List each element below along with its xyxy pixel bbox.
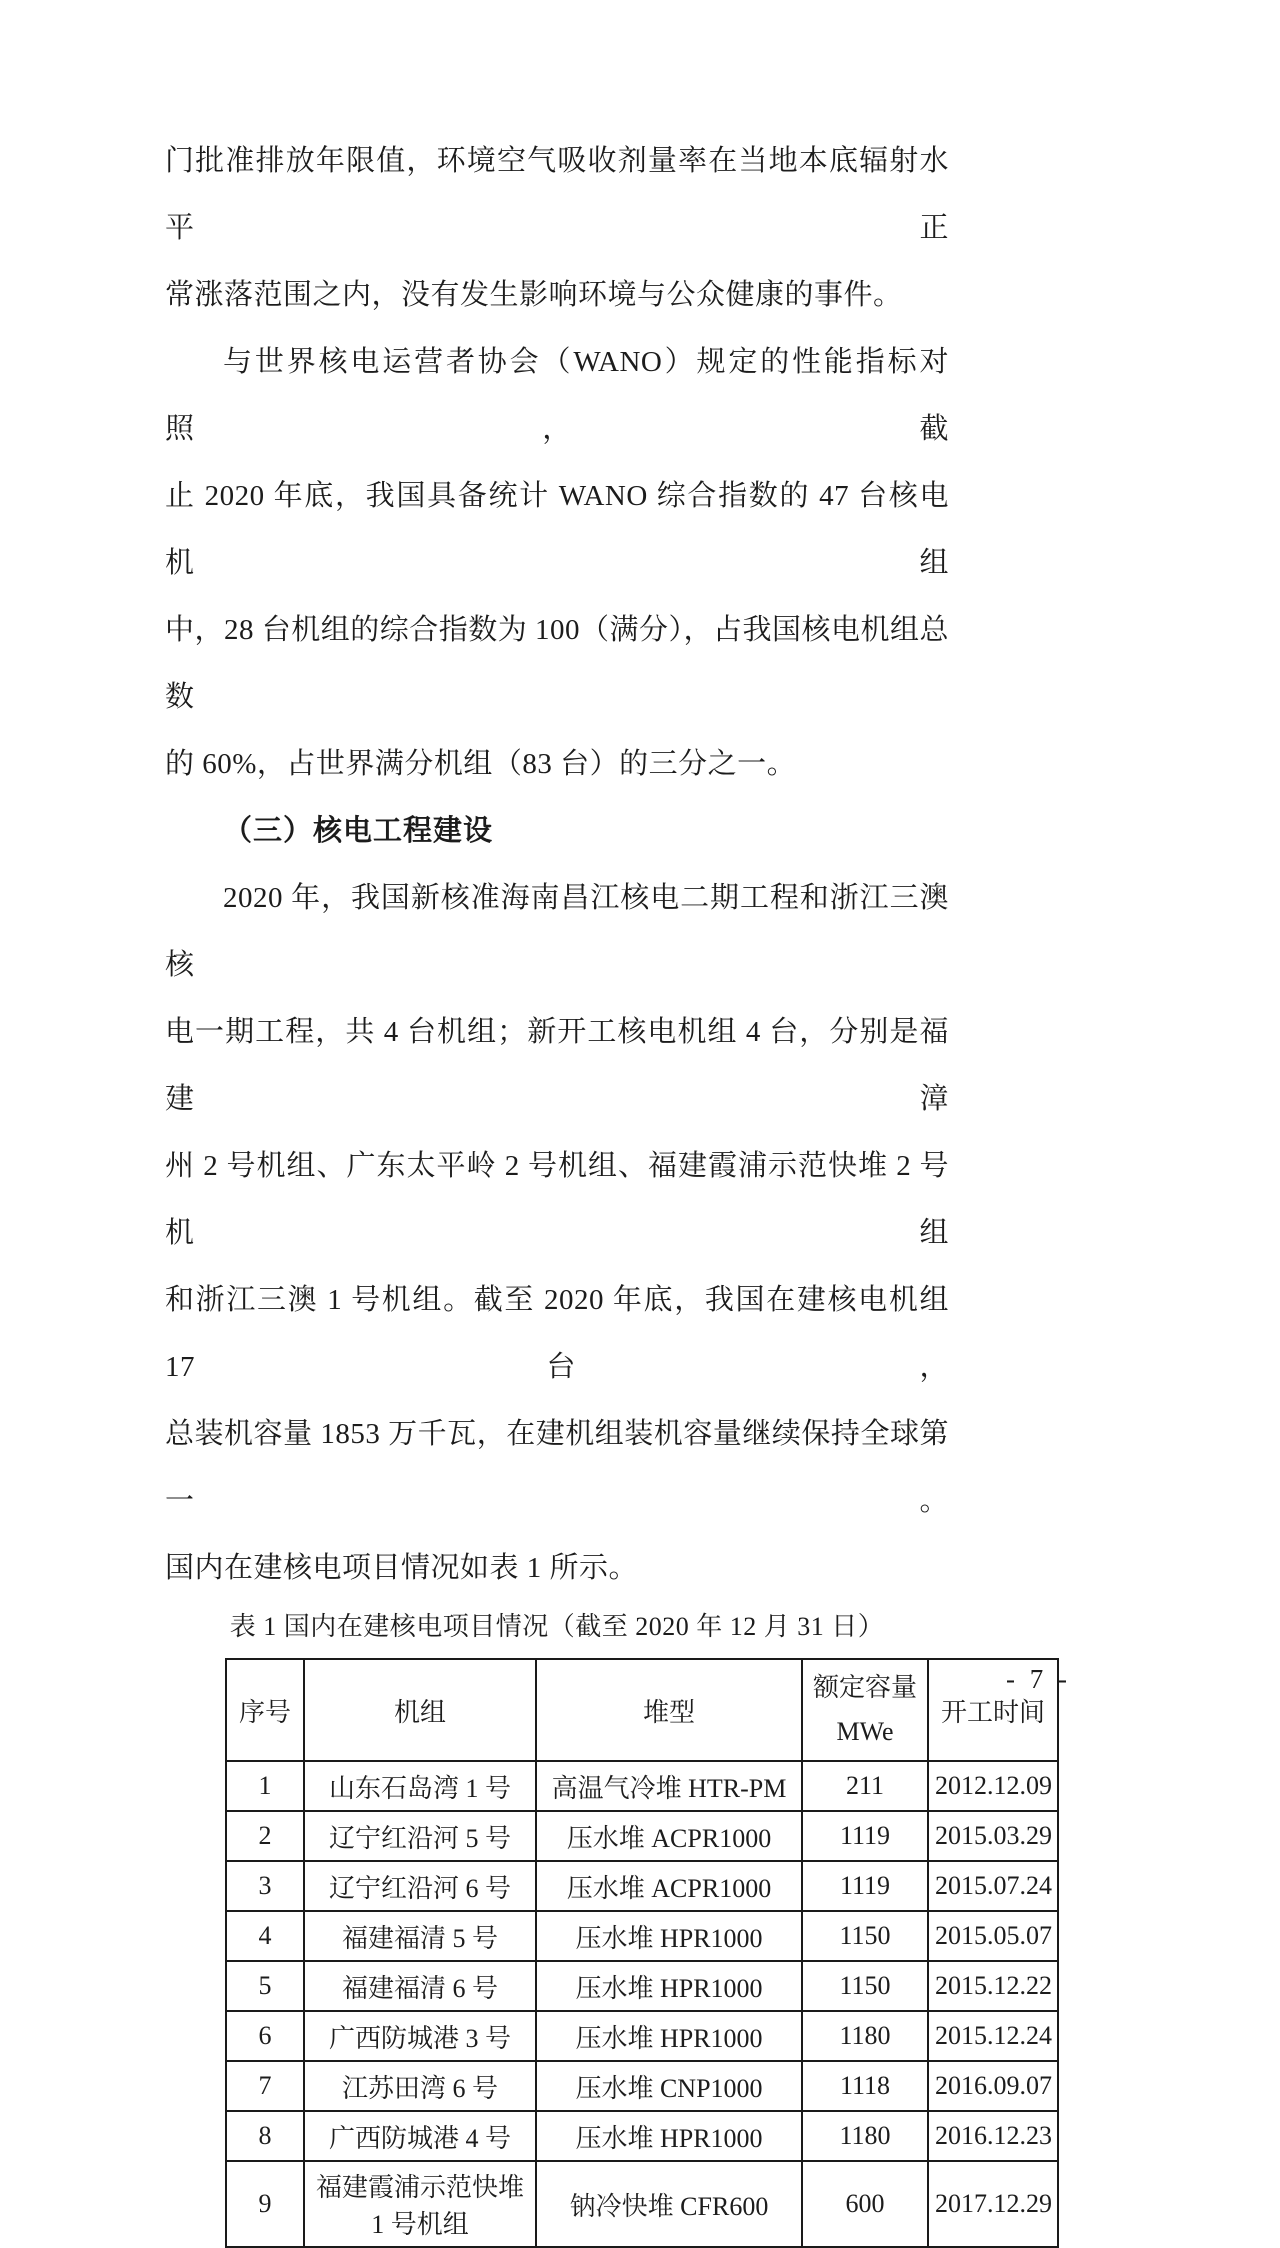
cell-index: 2 (226, 1811, 304, 1861)
table-row (226, 2011, 1058, 2061)
header-capacity-unit: MWe (836, 1717, 894, 1746)
cell-index: 7 (226, 2061, 304, 2111)
cell-unit-name: 辽宁红沿河 6 号 (304, 1861, 536, 1911)
cell-start-date: 2015.12.22 (928, 1961, 1058, 2011)
cell-capacity: 211 (802, 1761, 928, 1811)
cell-start-date: 2016.12.23 (928, 2111, 1058, 2161)
table-header-row (226, 1659, 1058, 1761)
cell-index: 4 (226, 1911, 304, 1961)
cell-reactor-type: 压水堆 HPR1000 (536, 1911, 802, 1961)
cell-capacity: 1150 (802, 1911, 928, 1961)
cell-reactor-type: 压水堆 HPR1000 (536, 2111, 802, 2161)
cell-index: 5 (226, 1961, 304, 2011)
table-row (226, 1761, 1058, 1811)
cell-reactor-type: 高温气冷堆 HTR-PM (536, 1761, 802, 1811)
cell-unit-name: 广西防城港 4 号 (304, 2111, 536, 2161)
table-row (226, 1861, 1058, 1911)
cell-capacity: 1150 (802, 1961, 928, 2011)
header-unit: 机组 (304, 1659, 536, 1761)
header-index: 序号 (226, 1659, 304, 1761)
cell-unit-name: 福建福清 6 号 (304, 1961, 536, 2011)
paragraph-line: 与世界核电运营者协会（WANO）规定的性能指标对照，截 (165, 346, 949, 445)
paragraph-line: 州 2 号机组、广东太平岭 2 号机组、福建霞浦示范快堆 2 号机组 (165, 1150, 949, 1249)
page-number: - 7 - (1006, 1664, 1071, 1694)
cell-unit-name: 江苏田湾 6 号 (304, 2061, 536, 2111)
cell-capacity: 600 (802, 2161, 928, 2247)
cell-index: 1 (226, 1761, 304, 1811)
paragraph-line: 常涨落范围之内，没有发生影响环境与公众健康的事件。 (165, 279, 903, 311)
cell-index: 9 (226, 2161, 304, 2247)
cell-capacity: 1180 (802, 2111, 928, 2161)
header-capacity-label: 额定容量 (812, 1673, 917, 1702)
projects-table (225, 1658, 1059, 2248)
paragraph-line: 电一期工程，共 4 台机组；新开工核电机组 4 台，分别是福建漳 (165, 1016, 949, 1115)
cell-index: 8 (226, 2111, 304, 2161)
cell-capacity: 1118 (802, 2061, 928, 2111)
cell-start-date: 2012.12.09 (928, 1761, 1058, 1811)
cell-reactor-type: 压水堆 HPR1000 (536, 1961, 802, 2011)
table-row (226, 2161, 1058, 2247)
section-heading: （三）核电工程建设 (223, 815, 494, 847)
cell-reactor-type: 钠冷快堆 CFR600 (536, 2161, 802, 2247)
cell-reactor-type: 压水堆 ACPR1000 (536, 1861, 802, 1911)
cell-capacity: 1119 (802, 1811, 928, 1861)
cell-unit-name: 辽宁红沿河 5 号 (304, 1811, 536, 1861)
paragraph-line: 总装机容量 1853 万千瓦，在建机组装机容量继续保持全球第一。 (165, 1418, 949, 1517)
table-row (226, 2111, 1058, 2161)
cell-start-date: 2015.07.24 (928, 1861, 1058, 1911)
table-row (226, 1811, 1058, 1861)
cell-unit-name: 福建福清 5 号 (304, 1911, 536, 1961)
table-caption: 表 1 国内在建核电项目情况（截至 2020 年 12 月 31 日） (229, 1612, 885, 1641)
cell-index: 6 (226, 2011, 304, 2061)
cell-unit-name: 福建霞浦示范快堆 1 号机组 (304, 2161, 536, 2247)
paragraph-line: 门批准排放年限值，环境空气吸收剂量率在当地本底辐射水平正 (165, 145, 949, 244)
paragraph-line: 的 60%，占世界满分机组（83 台）的三分之一。 (165, 748, 797, 780)
cell-reactor-type: 压水堆 CNP1000 (536, 2061, 802, 2111)
paragraph-line: 中，28 台机组的综合指数为 100（满分），占我国核电机组总数 (165, 614, 950, 713)
cell-start-date: 2015.03.29 (928, 1811, 1058, 1861)
paragraph-line: 止 2020 年底，我国具备统计 WANO 综合指数的 47 台核电机组 (165, 480, 949, 579)
paragraph-line: 和浙江三澳 1 号机组。截至 2020 年底，我国在建核电机组 17 台， (165, 1284, 949, 1383)
paragraph-line: 2020 年，我国新核准海南昌江核电二期工程和浙江三澳核 (165, 882, 949, 981)
table-row (226, 1911, 1058, 1961)
header-reactor-type: 堆型 (536, 1659, 802, 1761)
cell-reactor-type: 压水堆 HPR1000 (536, 2011, 802, 2061)
cell-unit-name: 广西防城港 3 号 (304, 2011, 536, 2061)
cell-start-date: 2016.09.07 (928, 2061, 1058, 2111)
cell-start-date: 2015.12.24 (928, 2011, 1058, 2061)
header-start-date: 开工时间 (928, 1659, 1058, 1761)
cell-unit-name: 山东石岛湾 1 号 (304, 1761, 536, 1811)
cell-index: 3 (226, 1861, 304, 1911)
cell-start-date: 2015.05.07 (928, 1911, 1058, 1961)
table-row (226, 2061, 1058, 2111)
cell-reactor-type: 压水堆 ACPR1000 (536, 1811, 802, 1861)
cell-capacity: 1180 (802, 2011, 928, 2061)
cell-start-date: 2017.12.29 (928, 2161, 1058, 2247)
cell-capacity: 1119 (802, 1861, 928, 1911)
header-capacity (802, 1659, 928, 1761)
body-text (165, 128, 1052, 2248)
paragraph-line: 国内在建核电项目情况如表 1 所示。 (165, 1552, 639, 1584)
table-row (226, 1961, 1058, 2011)
